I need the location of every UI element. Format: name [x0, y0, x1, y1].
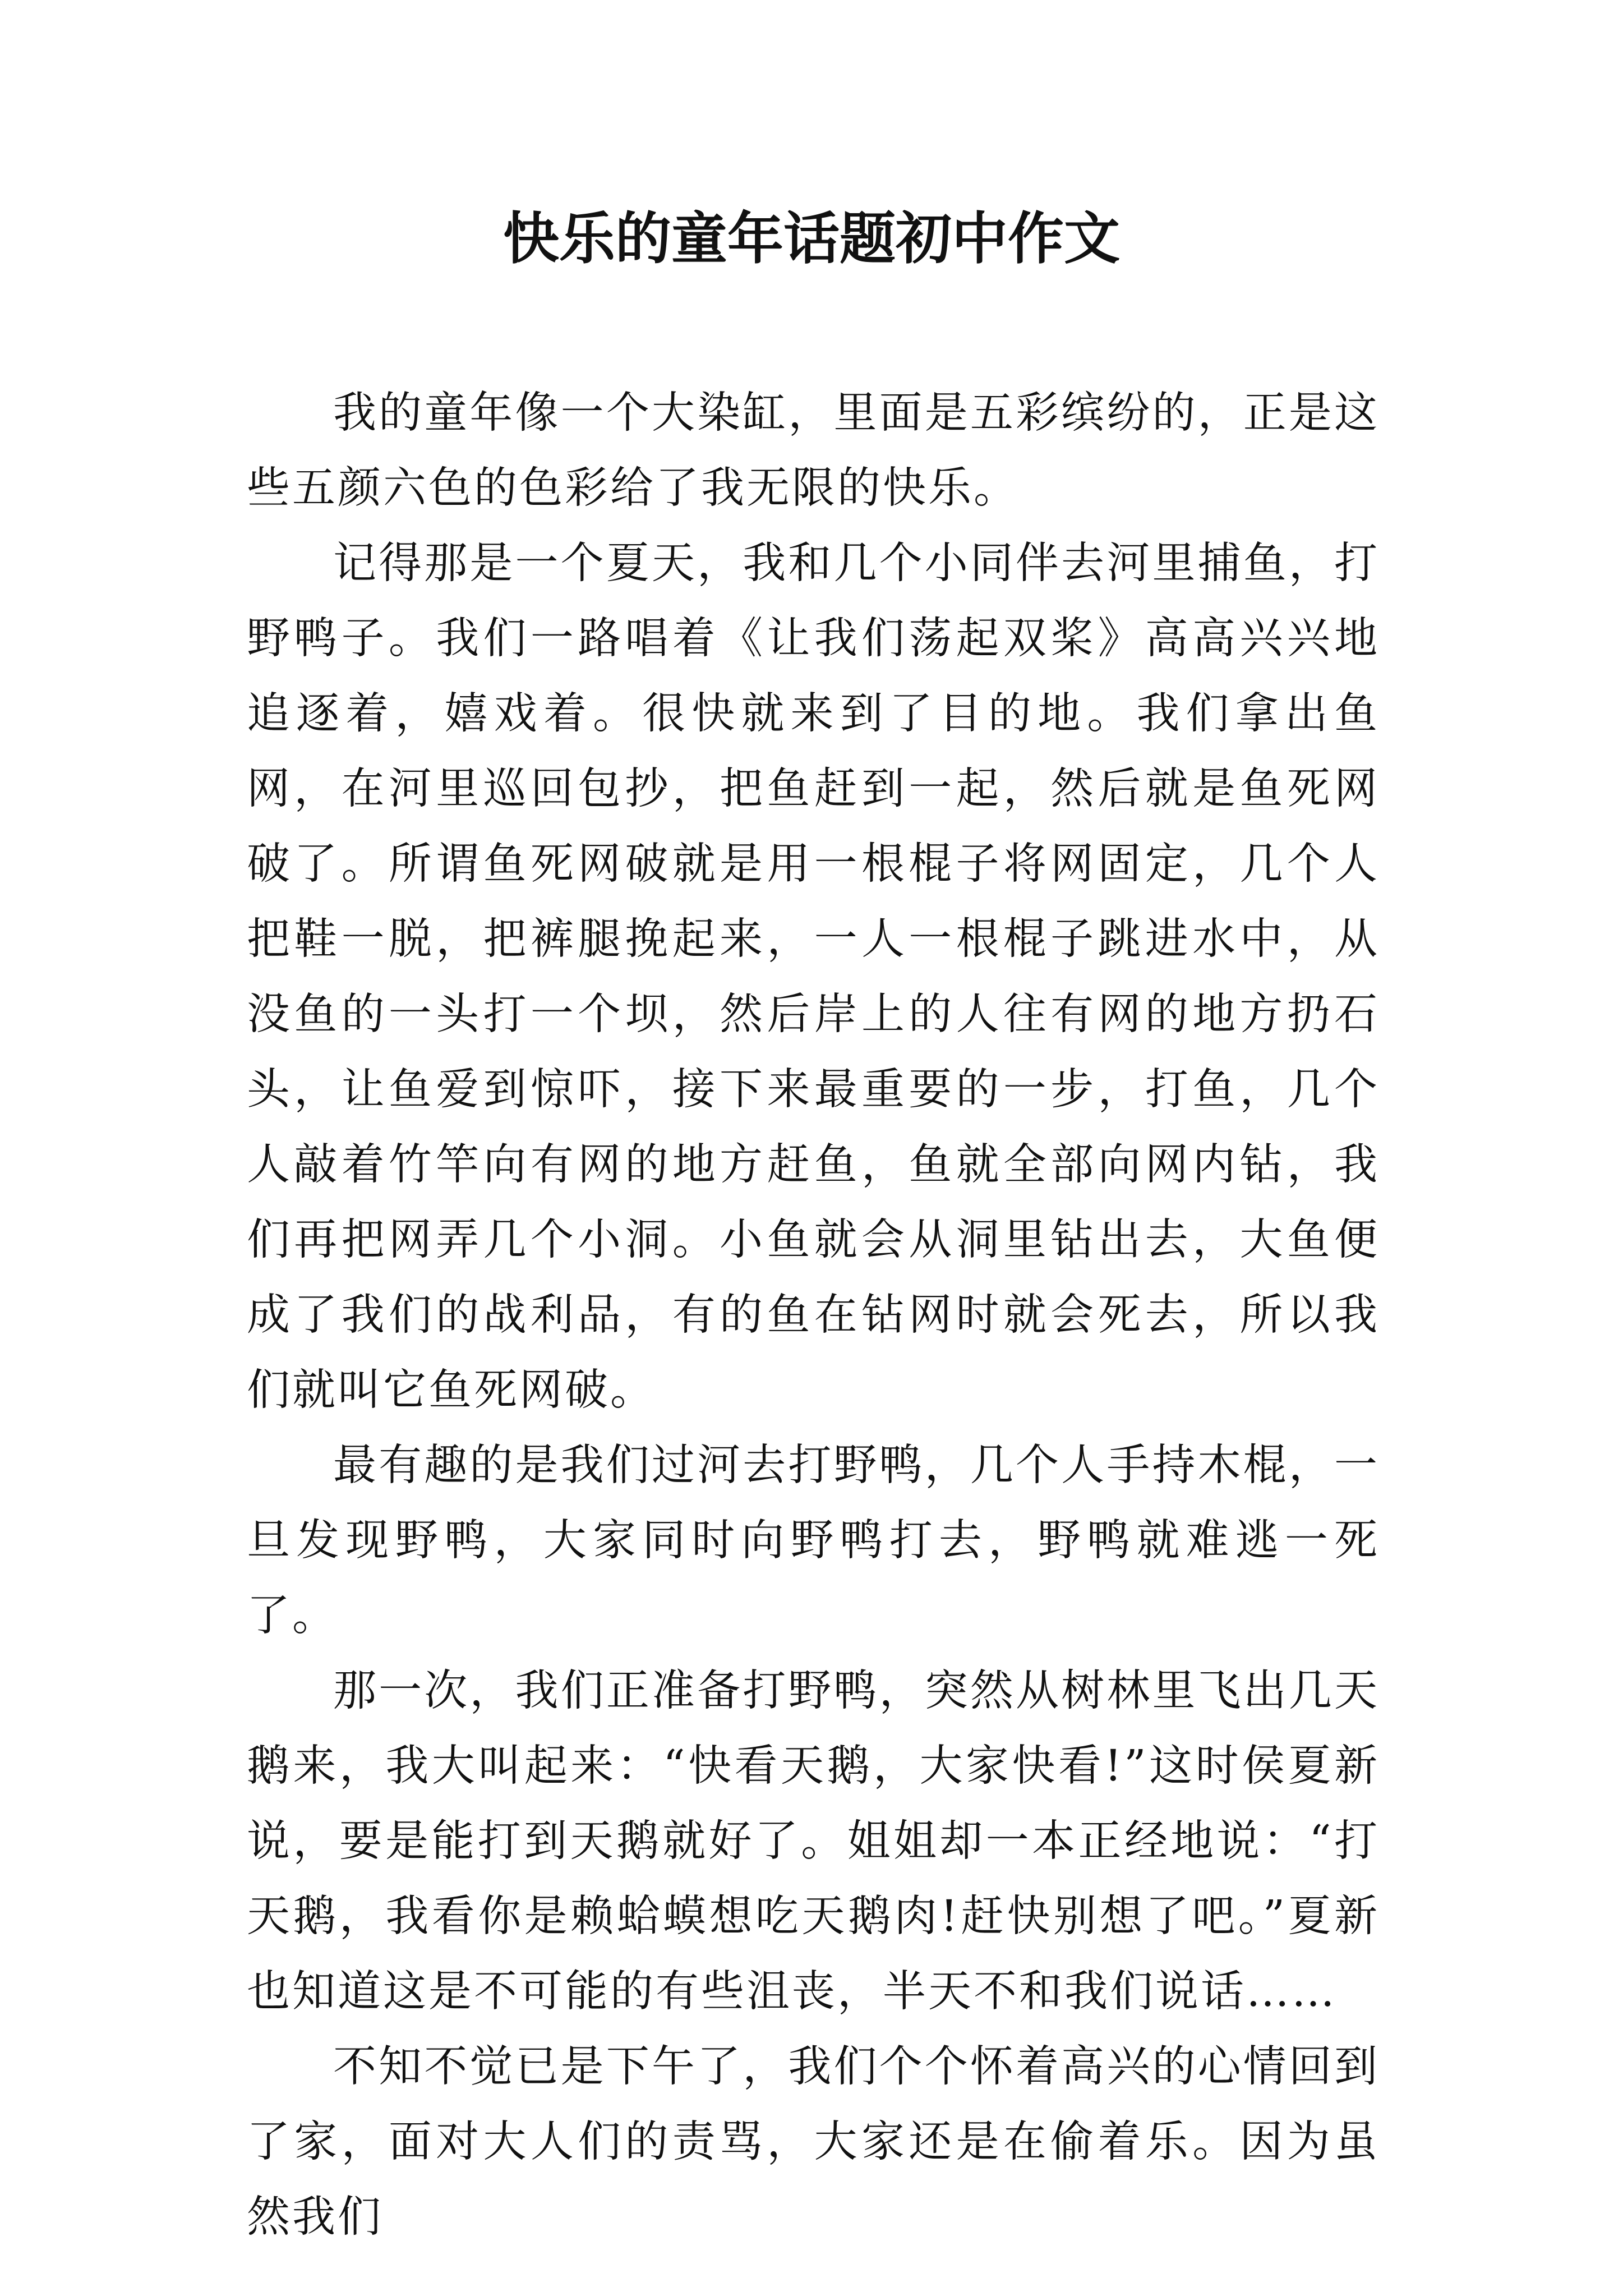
paragraph-1: 我的童年像一个大染缸，里面是五彩缤纷的，正是这些五颜六色的色彩给了我无限的快乐。: [247, 388, 1380, 513]
paragraph-4: 那一次，我们正准备打野鸭，突然从树林里飞出几天鹅来，我大叫起来：“快看天鹅，大家快看!”这时侯夏新说，要是能打到天鹅就好了。姐姐却一本正经地说：“打天鹅，我看你是赖蛤蟆想吃天鹅肉!赶快别想了吧。”夏新也知道这是不可能的有些沮丧，半天不和我们说话……: [247, 1666, 1380, 2017]
paragraph-5: 不知不觉已是下午了，我们个个怀着高兴的心情回到了家，面对大人们的责骂，大家还是在偷着乐。因为虽然我们: [247, 2042, 1380, 2242]
document-body: [247, 376, 1380, 2255]
paragraph-3: 最有趣的是我们过河去打野鸭，几个人手持木棍，一旦发现野鸭，大家同时向野鸭打去，野鸭就难逃一死了。: [247, 1441, 1380, 1641]
paragraph-2: 记得那是一个夏天，我和几个小同伴去河里捕鱼，打野鸭子。我们一路唱着《让我们荡起双桨》高高兴兴地追逐着，嬉戏着。很快就来到了目的地。我们拿出鱼网，在河里巡回包抄，把鱼赶到一起，然后就是鱼死网破了。所谓鱼死网破就是用一根棍子将网固定，几个人把鞋一脱，把裤腿挽起来，一人一根棍子跳进水中，从没鱼的一头打一个坝，然后岸上的人往有网的地方扔石头，让鱼爱到惊吓，接下来最重要的一步，打鱼，几个人敲着竹竿向有网的地方赶鱼，鱼就全部向网内钻，我们再把网弄几个小洞。小鱼就会从洞里钻出去，大鱼便成了我们的战利品，有的鱼在钻网时就会死去，所以我们就叫它鱼死网破。: [247, 539, 1380, 1415]
document-title: 快乐的童年话题初中作文: [503, 205, 1120, 272]
